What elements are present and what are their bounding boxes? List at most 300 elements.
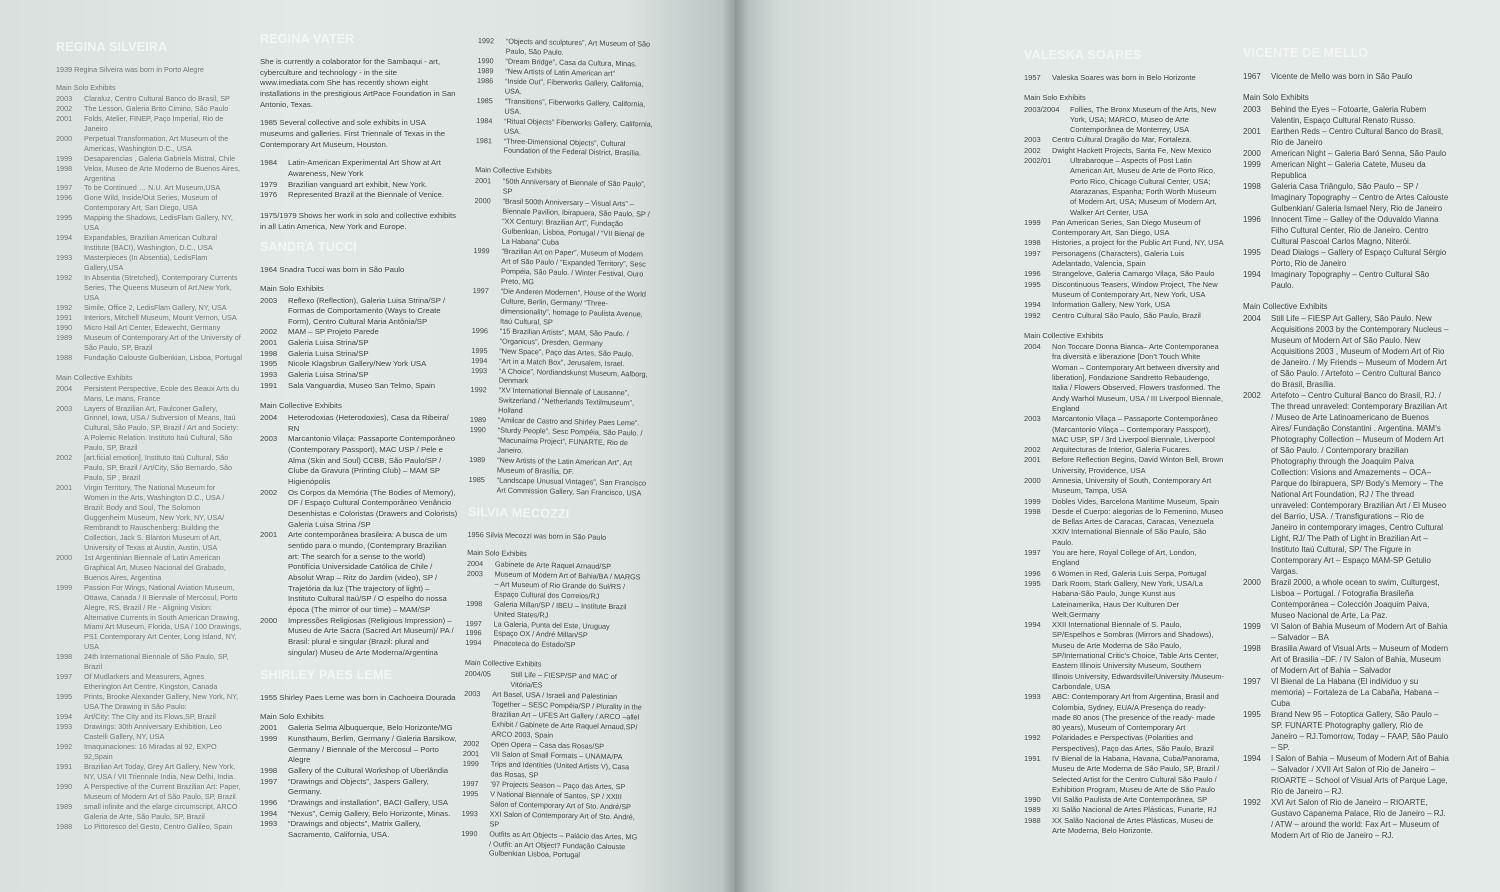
entry-year: 1957	[1024, 73, 1041, 82]
entry-year: 1997	[1024, 548, 1041, 558]
entry-year: 1998	[1024, 238, 1041, 248]
entry-text: “Amilcar de Castro and Shirley Paes Leme”.	[497, 415, 640, 428]
exhibit-entry	[56, 483, 242, 553]
entry-text: Before Reflection Begins, David Winton Bell, Brown University, Providence, USA	[1052, 455, 1224, 475]
exhibit-entry	[1024, 135, 1224, 145]
entry-text: Masterpieces (In Absentia), LedisFlam Gallery,USA	[84, 253, 208, 273]
entry-text: Ultrabaroque – Aspects of Post Latin American Art, Museu de Arte de Porto Rico, Porto Rico, Chicago Cultural Center, USA; Atarazanas, Espanha; Forth Worth Museum of Modern Art, USA; Museum of Modern Art, Walker Art Center, USA	[1070, 156, 1217, 217]
exhibit-entry	[56, 583, 242, 653]
exhibit-entry	[1024, 569, 1224, 579]
exhibit-entry	[461, 828, 640, 862]
exhibit-section	[465, 548, 645, 652]
entry-year: 1985	[476, 95, 493, 106]
exhibit-entry	[1243, 181, 1449, 214]
exhibit-entry	[1024, 342, 1224, 414]
entry-year: 2002	[463, 738, 480, 749]
exhibit-entry	[1243, 797, 1449, 841]
entry-text: Vicente de Mello was born in São Paulo	[1271, 72, 1413, 81]
entry-text: “Drawings and objects”, Matrix Gallery, Sacramento, California, USA.	[288, 819, 421, 840]
exhibit-entry	[56, 313, 242, 323]
exhibit-entry	[1243, 126, 1449, 148]
entry-text: Pinacoteca do Estado/SP	[493, 638, 576, 650]
entry-year: 1999	[1243, 160, 1261, 169]
entry-year: 1995	[1024, 578, 1041, 588]
entry-text: “Drawings and installation”, BACI Gallery, USA	[288, 798, 449, 808]
entry-text: A Perspective of the Current Brazilian Art: Paper, Museum of Modern Art of São Paulo, SP, Brazil	[84, 781, 241, 801]
exhibit-entry	[475, 136, 653, 160]
exhibit-entry	[56, 114, 242, 134]
entry-year: 2004	[466, 558, 484, 569]
entry-text: Marcantonio Vilaça – Passaporte Contemporâneo (Marcantonio Vilaça – Contemporary Passport), MAC USP, SP / 3rd Liverpool Biennale, Liverpool	[1052, 414, 1218, 444]
exhibit-entry	[56, 323, 242, 333]
entry-year: 1996	[471, 325, 489, 335]
exhibit-entry	[260, 488, 458, 531]
entry-year: 2003	[260, 434, 278, 444]
artist-name: REGINA SILVEIRA	[56, 40, 168, 54]
exhibit-section	[475, 36, 655, 159]
entry-text: Museum of Contemporary Art of the University of São Paulo, SP, Brazil	[84, 332, 241, 352]
artist-name: VALESKA SOARES	[1024, 48, 1142, 62]
entry-year: 1992	[56, 302, 73, 312]
entry-text: Marcantonio Vilaça: Passaporte Contemporâneo (Contemporary Passport), MAC USP / Pele e Alma (Skin and Soul) CCBB, São Paulo/SP / Clube da Gravura (Printing Club) – MAM SP Higienópolis	[288, 434, 456, 486]
exhibit-entry	[1024, 455, 1224, 476]
exhibit-entry	[1243, 104, 1449, 126]
entry-year: 1993	[470, 365, 488, 375]
entry-year: 2003	[464, 689, 481, 699]
entry-text: “Brasil 500th Anniversary – Visual Arts” – Biennale Pavilion, Ibirapuera, São Paulo, SP / “XX Century: Brazilian Art”, Fundação Gulbenkian, Lisboa, Portugal / “VII Bienal de La Habana” Cuba	[501, 196, 650, 247]
entry-text: “Inside Out”, Fiberworks Gallery, California, USA.	[504, 76, 644, 96]
entry-year: 1999	[1243, 622, 1261, 631]
exhibit-section	[56, 83, 242, 363]
entry-text: Simile, Office 2, LedisFlam Gallery, NY, USA	[84, 302, 227, 312]
paragraph: 1985 Several collective and sole exhibits in USA museums and galleries. First Triennale of Texas in the Contemporary Art Museum, Houston.	[260, 118, 446, 149]
entry-year: 1998	[56, 163, 73, 173]
entry-text: “New Space”, Paço das Artes, São Paulo.	[499, 346, 634, 358]
exhibit-entry	[260, 327, 458, 338]
entry-text: Espaço OX / André Millan/SP	[493, 628, 588, 640]
exhibit-entry	[1024, 311, 1224, 321]
entry-text: Brazilian Art Today, Grey Art Gallery, New York, NY, USA / VII Triennale India, New Delhi, India.	[84, 761, 236, 781]
entry-year: 1999	[1024, 217, 1041, 227]
exhibit-entry	[1243, 247, 1449, 269]
entry-text: Reflexo (Reflection), Galeria Luisa Strina/SP / Formas de Comportamento (Ways to Create Form), Centro Cultural Maria Antônia/SP	[288, 295, 446, 326]
entry-text: Gallery of the Cultural Workshop of Uberlândia	[288, 766, 449, 776]
entry-year: 1985	[468, 474, 485, 485]
entry-year: 1991	[260, 380, 278, 390]
exhibit-entry	[260, 381, 458, 392]
entry-text: Centro Cultural São Paulo, São Paulo, Brazil	[1052, 310, 1201, 320]
entry-text: Passion For Wings, National Aviation Museum, Ottawa, Canada / II Biennale of Mercosul, Porto Alegre, RS, Brazil / Re - Aligning Vision: Alternative Currents in South American Drawing, Miami Art Museum, Florida, USA / 100 Drawings, PS1 Contemporary Art Center, Long Island, NY, USA	[84, 582, 242, 652]
exhibit-entry	[469, 425, 648, 459]
entry-year: 2003	[56, 403, 73, 413]
entry-year: 1993	[260, 370, 278, 380]
entry-text: “Ritual Objects” Fiberworks Gallery, California, USA.	[503, 116, 653, 136]
entry-year: 1990	[56, 781, 73, 791]
exhibit-entry	[56, 134, 242, 154]
entry-year: 1992	[56, 741, 73, 751]
entry-year: 1994	[1024, 620, 1041, 630]
entry-text: “Objects and sculptures”, Art Museum of São Paulo, São Paulo.	[505, 36, 651, 57]
entry-year: 2004	[56, 383, 73, 393]
entry-text: Open Opera – Casa das Rosas/SP	[491, 739, 605, 751]
exhibit-entry	[56, 333, 242, 353]
entry-text: Desaparencias , Galeria Gabriela Mistral, Chile	[84, 153, 236, 163]
exhibit-entry	[56, 742, 242, 762]
exhibit-entry	[56, 672, 242, 692]
entry-year: 1988	[56, 352, 73, 362]
entry-text: Strangelove, Galeria Camargo Vilaça, São Paulo	[1052, 269, 1215, 279]
exhibit-entry	[260, 180, 458, 191]
entry-year: 1997	[462, 778, 479, 788]
entry-year: 1996	[1024, 269, 1041, 279]
exhibit-entry	[1024, 249, 1224, 270]
exhibit-entry	[1024, 146, 1224, 156]
entry-year: 2003	[56, 93, 73, 103]
entry-text: Galeria Selma Albuquerque, Belo Horizonte/MG	[288, 723, 453, 733]
entry-text: “Sturdy People”, Sesc Pompéia, São Paulo. / “Macunaíma Project”, FUNARTE, Rio de Janeiro.	[497, 425, 643, 456]
entry-text: Discontinuous Teasers, Window Project, The New Museum of Contemporary Art, New York, USA	[1052, 279, 1218, 299]
entry-text: [art.ficial emotion], Instituto Itaú Cultural, São Paulo, SP, Brazil / Art/City, São Bernardo, São Paulo, SP , Brazil	[84, 453, 233, 483]
entry-text: “Dream Bridge”, Casa da Cultura, Minas.	[505, 56, 637, 69]
entry-text: “Three-Dimensional Objects”, Cultural Foundation of the Federal District, Brasília.	[503, 136, 642, 158]
exhibit-entry	[260, 359, 458, 370]
entry-year: 1989	[477, 65, 494, 76]
entry-year: 1999	[56, 153, 73, 163]
entry-text: Personagens (Characters), Galeria Luis Adelantado, Valencia, Spain	[1052, 248, 1185, 269]
exhibit-entry	[56, 782, 242, 802]
exhibit-entry	[1024, 579, 1224, 620]
entry-text: Expandables, Brazilian American Cultural Institute (BACI), Washington, D.C., USA	[84, 233, 217, 253]
exhibit-section	[461, 658, 643, 862]
entry-year: 2001	[56, 483, 73, 493]
entry-text: Fundação Calouste Gulbenkian, Lisboa, Portugal	[84, 352, 242, 362]
entry-year: 2003	[1243, 105, 1261, 114]
entry-year: 1998	[260, 348, 278, 358]
entry-year: 1994	[1243, 270, 1261, 279]
entry-text: Brazil 2000, a whole ocean to swim, Culturgest, Lisboa – Portugal. / Fotografia Brasileña Contemporánea – Colección Joaquim Paiva, Museo Nacional de Arte, La Paz.	[1271, 578, 1440, 620]
entry-text: Arte contemporânea brasileira: A busca de um sentido para o mundo, (Contemprary Brazilian art: The search for a sense to the world) Pontifícia Universidade Católica de Chile / Absolut Wrap – Ritz do Jardim (video), SP / Trajetória da luz (The trajectory of light) – Instituto Cultural Itaú/SP / O espelho do nossa época (The mirror of our time) – MAM/SP	[288, 530, 447, 614]
exhibit-entry	[1024, 105, 1224, 136]
entry-text: American Night – Galeria Baró Senna, São Paulo	[1271, 149, 1447, 158]
entry-text: Amnesia, University of South, Contemporary Art Museum, Tampa, USA	[1052, 475, 1212, 496]
entry-year: 1992	[477, 36, 495, 46]
entry-text: Arquitecturas de Interior, Galeria Fucares.	[1052, 445, 1192, 455]
entry-text: La Galeria, Punta del Este, Uruguay	[493, 618, 610, 631]
entry-year: 1996	[1024, 568, 1041, 578]
entry-text: Trips and Identities (United Artists V), Casa das Rosas, SP	[490, 759, 630, 780]
entry-text: Layers of Brazilian Art, Faulconer Gallery, Grinnel, Iowa, USA / Subversion of Means, Itaú Cultural, São Paulo, SP, Brazil / Art and Society: A Polemic Relation. Instituto Itaú Cultural, São Paulo, SP, Brazil	[84, 403, 239, 453]
entry-text: Os Corpos da Memória (The Bodies of Memory), DF / Espaço Cultural Contemporâneo Venâncio Desenhistas e Coloristas (Drawers and Colorists) Galeria Luisa Strina /SP	[288, 487, 458, 529]
entry-text: Velox, Museo de Arte Moderno de Buenos Aires, Argentina	[84, 163, 240, 183]
entry-text: Earthen Reds – Centro Cultural Banco do Brasil, Rio de Janeiro	[1271, 127, 1444, 147]
section-heading: Main Solo Exhibits	[467, 547, 527, 558]
entry-text: Sala Vanguardia, Museo San Telmo, Spain	[288, 380, 436, 390]
exhibit-entry	[470, 385, 649, 419]
exhibit-section	[56, 373, 242, 832]
exhibit-entry	[1024, 816, 1224, 837]
section-heading: Main Collective Exhibits	[1024, 330, 1104, 340]
entry-year: 1995	[1024, 279, 1041, 289]
entry-text: Dwight Hackett Projects, Santa Fe, New Mexico	[1052, 145, 1212, 155]
exhibit-entry	[260, 338, 458, 349]
entry-text: Non Toccare Donna Bianca– Arte Contemporanea fra diversità e liberazione [Don’t Touch White Woman – Contemporary Art between diversity and liberation], Fondazione Sandretto Rebaudengo, Italia / Flowers Observed, Flowers trasformed. The Andy Warhol Museum, USA / III Liverpool Biennale, England	[1052, 342, 1224, 413]
exhibit-entry	[1243, 214, 1449, 247]
entry-text: Dobles Vides, Barcelona Maritime Museum, Spain	[1052, 496, 1220, 506]
exhibit-entry	[1243, 159, 1449, 181]
entry-text: Dark Room, Stark Gallery, New York, USA/La Habana-São Paulo, Junge Kunst aus Lateinamerika, Haus Der Kulturen Der Welt,Germany	[1052, 578, 1203, 619]
exhibit-section	[1024, 93, 1224, 321]
entry-text: small infinite and the elarge circumscript, ARCO Galeria de Arte, São Paulo, SP, Brazil	[84, 801, 238, 821]
entry-year: 1998	[1243, 182, 1261, 191]
exhibit-entry	[260, 819, 458, 840]
entry-year: 1991	[56, 761, 73, 771]
entry-year: 1992	[56, 273, 73, 283]
entry-text: Museum of Modern Art of Bahia/BA / MARGS – Art Museum of Rio Grande do Sul/RS / Espaço Cultural dos Correios/RJ	[494, 569, 641, 601]
entry-text: Heterodoxias (Heterodoxies), Casa da Ribeira/ RN	[288, 413, 449, 433]
entry-year: 1994	[465, 638, 482, 648]
section-heading: Main Collective Exhibits	[56, 372, 133, 382]
entry-year: 1995	[56, 692, 73, 702]
entry-text: ‘97 Projects Season – Paço das Artes, SP	[490, 779, 626, 792]
exhibit-entry	[1024, 507, 1224, 548]
entry-year: 2000	[260, 615, 278, 625]
entry-year: 1994	[1243, 754, 1261, 763]
exhibit-entry	[56, 802, 242, 822]
entry-year: 1997	[56, 183, 73, 193]
exhibit-entry	[1243, 621, 1449, 643]
exhibit-entry	[466, 569, 645, 603]
exhibit-entry	[1024, 414, 1224, 445]
entry-year: 1997	[465, 618, 482, 628]
entry-year: 2000	[1024, 475, 1041, 485]
entry-year: 1991	[56, 312, 73, 322]
exhibit-entry	[1243, 269, 1449, 291]
entry-year: 2003	[260, 295, 278, 305]
entry-text: IV Bienal de la Habana, Havana, Cuba/Panorama, Museu de Arte Moderna de São Paulo, SP, Brazil / Selected Artist for the Centro Cultural São Paulo / Exhibition Program, Museu de Arte de São Paulo	[1052, 754, 1220, 794]
entry-year: 2001	[260, 723, 278, 733]
entry-text: Perpetual Transformation, Art Museum of the Americas, Washington D.C., USA	[84, 133, 229, 153]
entry-text: Still Life – FIESP Art Gallery, São Paulo. New Acquisitions 2003 by the Contemporary Nucleus – Museum of Modern Art of São Paulo. New Acquisitions 2003 , Museum of Modern Art of Rio de Janeiro. / My Friends – Museum of Modern Art of São Paulo. / Artefoto – Centro Cultural Banco do Brasil, Brasília.	[1271, 314, 1449, 389]
artist-name: SANDRA TUCCI	[260, 240, 358, 255]
artist-name: SILVIA MECOZZI	[467, 504, 570, 521]
entry-text: Lo Pittoresco del Gesto, Centro Galileo, Spain	[84, 821, 233, 831]
entry-year: 2002	[260, 327, 278, 337]
entry-text: Imaquinaciones: 16 Miradas al 92, EXPO 92,Spain	[84, 741, 217, 761]
entry-year: 1993	[56, 722, 73, 731]
book-gutter	[722, 0, 748, 892]
entry-text: The Lesson, Galeria Brito Cimino, São Paulo	[84, 103, 229, 113]
entry-year: 1999	[1024, 496, 1041, 506]
entry-year: 1993	[260, 819, 278, 829]
entry-text: In Absentia (Stretched), Contemporary Currents Series, The Queens Museum of Art,New York, USA	[84, 273, 238, 302]
entry-year: 1989	[469, 415, 487, 425]
paragraph: 1939 Regina Silveira was born in Porto Alegre	[56, 65, 204, 74]
entry-text: “Nexus”, Cemig Gallery, Belo Horizonte, Minas.	[288, 808, 451, 818]
entry-year: 1997	[472, 285, 489, 296]
entry-year: 2003/2004	[1024, 104, 1060, 114]
entry-year: 1994	[260, 808, 278, 818]
entry-text: Drawings: 30th Anniversary Exhibition, Leo Castelli Gallery, NY, USA	[84, 722, 222, 741]
entry-year: 1984	[476, 115, 493, 125]
exhibit-entry	[1024, 805, 1224, 815]
entry-text: Claraluz, Centro Cultural Banco do Brasil, SP	[84, 93, 230, 103]
entry-text: ABC: Contemporary Art from Argentina, Brasil and Colombia, Sydney, EUA/A Presença do ready-made 80 anos (The presence of the ready- made 80 years), Museum of Contemporary Art	[1052, 692, 1219, 733]
entry-year: 1990	[461, 828, 478, 838]
exhibit-entry	[1024, 795, 1224, 805]
section-heading: Main Collective Exhibits	[475, 165, 552, 177]
entry-year: 1996	[260, 798, 278, 808]
entry-year: 1995	[471, 345, 488, 355]
column-regina-silveira	[56, 40, 242, 841]
exhibit-entry	[1024, 497, 1224, 507]
entry-text: “Die Anderen Modernen”, House of the World Culture, Berlin, Germany/ “Three-dimensionality”, homage to Paulista Avenue, Itaú Cultural, SP	[499, 286, 647, 327]
entry-text: 24th International Biennale of São Paulo, SP, Brazil	[84, 652, 229, 672]
exhibit-entry	[260, 296, 458, 328]
entry-year: 1995	[1243, 248, 1261, 257]
entry-text: Art/City: The City and its Flows,SP, Brazil	[84, 712, 216, 722]
entry-year: 2004	[1024, 342, 1041, 352]
entry-text: Impressões Religiosas (Religious Impression) – Museu de Arte Sacra (Sacred Art Museum)/ PA / Brasil: plural e singular (Brazil: plural and singular) Museu de Arte Moderna/Argentina	[288, 615, 454, 657]
paragraph: 1956 Silvia Mecozzi was born in São Paulo	[467, 529, 607, 542]
exhibit-entry	[474, 196, 653, 249]
exhibit-entry	[463, 689, 642, 742]
exhibit-entry	[56, 553, 242, 583]
entry-year: 1976	[260, 190, 278, 200]
entry-text: XX Salão Nacional de Artes Plásticas, Museu de Arte Moderna, Belo Horizonte.	[1052, 815, 1214, 836]
entry-text: VI Bienal de La Habana (El individuo y su memoria) – Fortaleza de La Cabaña, Habana – Cuba	[1271, 677, 1439, 708]
exhibit-entry	[260, 434, 458, 487]
entry-text: Nicole Klagsbrun Gallery/New York USA	[288, 359, 427, 369]
entry-text: Desde el Cuerpo: alegorias de lo Femenino, Museo de Bellas Artes de Caracas, Caracas, Venezuela XXIV International Biennale of São Paulo, São Paulo.	[1052, 506, 1224, 547]
entry-year: 1988	[1024, 815, 1041, 825]
exhibit-entry	[260, 158, 458, 179]
column-valeska-soares	[1024, 48, 1224, 846]
exhibit-entry	[260, 734, 458, 766]
column-regina-vater	[260, 32, 458, 851]
section-heading: Main Solo Exhibits	[56, 82, 116, 92]
entry-text: Galeria Luisa Strina/SP	[288, 370, 369, 380]
entry-text: Pan American Series, San Diego Museum of Contemporary Art, San Diego, USA	[1052, 217, 1201, 238]
artist-name: SHIRLEY PAES LEME	[260, 668, 393, 683]
entry-year: 1993	[1024, 692, 1041, 702]
entry-text: Galeria Luisa Strina/SP	[288, 348, 369, 358]
entry-year: 1989	[469, 454, 486, 465]
entry-text: Virgin Territory, The National Museum for Women in the Arts, Washington D.C., USA / Brazil: Body and Soul, The Solomon Guggenheim Museum, New York, NY, USA/ Rembrandt to Rauschenberg: Building the Collection, Jack S. Blanton Museum of Art, University of Texas at Austin, Austin, USA	[84, 483, 225, 552]
entry-text: Latin-American Experimental Art Show at Art Awareness, New York	[288, 158, 441, 178]
exhibit-entry	[56, 692, 242, 712]
entry-text: To be Continued … N.U. Art Museum,USA	[84, 183, 221, 193]
section-heading: Main Solo Exhibits	[260, 283, 324, 293]
exhibit-entry	[260, 190, 458, 201]
exhibit-entry	[56, 213, 242, 233]
exhibit-entry	[56, 94, 242, 104]
entry-text: Brazilian vanguard art exhibit, New York.	[288, 179, 428, 189]
paragraph: 1964 Snadra Tucci was born in São Paulo	[260, 265, 405, 275]
entry-year: 1986	[476, 75, 494, 86]
entry-year: 1989	[56, 332, 73, 342]
entry-text: Still Life – FIESP/SP and MAC of Vitória/ES	[510, 670, 617, 690]
exhibit-entry	[1024, 445, 1224, 455]
section-heading: Main Solo Exhibits	[260, 711, 324, 721]
exhibit-entry	[56, 762, 242, 782]
entry-text: Galeria Millan/SP / IBEU – Institute Brazil United States/RJ	[493, 599, 627, 620]
section-heading: Main Collective Exhibits	[260, 401, 342, 411]
entry-year: 1992	[470, 385, 487, 395]
entry-year: 1995	[1243, 710, 1261, 719]
entry-text: Artefoto – Centro Cultural Banco do Brasil, RJ. / The thread unraveled: Contemporary Brazilian Art / Museo de Arte Latinoamericano de Buenos Aires/ Fundação Constantini . Argentina. MAM’s Photography Collection – Museum of Modern Art of São Paulo. / Contemporary brazilian Photography through the Joaquim Paiva Collection: Visions and Amazements – OCA– Parque do Ibirapuera, SP/ Body’s Memory – The National Art Foundation, RJ / The thread unraveled: Contemporary Brazilian Art / El Museo del Barrio, USA. / Transfigurations – Rio de Janeiro in contemporary images, Centro Cultural Light, RJ/ The Path of Light in Brazilian Art – Instituto Itaú Cultural, SP/ The Figure in Contemporary Art – Espaço MAM-SP Getulio Vargas.	[1271, 391, 1448, 576]
entry-text: Outfits as Art Objects – Palácio das Artes, MG / Outfit: an Art Object? Fundação Calouste Gulbenkian Lisboa, Portugal	[488, 828, 638, 860]
entry-text: Folds, Atelier, FINEP, Paço Imperial, Rio de Janeiro	[84, 113, 224, 133]
entry-year: 2000	[474, 196, 491, 206]
entry-text: V National Biennale of Santos, SP / XXIII Salon of Contemporary Art of Sto. André/SP	[489, 789, 632, 812]
exhibit-entry	[1024, 733, 1224, 754]
entry-year: 2001	[474, 176, 492, 186]
entry-year: 1999	[462, 758, 479, 769]
entry-text: “New Artists of Latin American art”	[505, 66, 615, 78]
exhibit-section	[1024, 331, 1224, 837]
entry-text: Information Gallery, New York, USA	[1052, 300, 1171, 310]
entry-text: 6 Women in Red, Galeria Luis Serpa, Portugal	[1052, 568, 1207, 578]
section-heading: Main Solo Exhibits	[1024, 93, 1086, 103]
entry-year: 1998	[56, 652, 73, 662]
entry-text: Mapping the Shadows, LedisFlam Gallery, NY, USA	[84, 213, 233, 233]
exhibit-entry	[56, 183, 242, 193]
entry-year: 1990	[56, 322, 73, 332]
entry-year: 1992	[1024, 310, 1041, 320]
exhibit-entry	[56, 193, 242, 213]
entry-text: Kunsthaum, Berlim, Germany / Galeria Barsikow, Germany / Biennale of the Mercosul – Porto Alegre	[288, 734, 457, 765]
exhibit-entry	[1243, 709, 1449, 753]
entry-text: 1st Argentinian Biennale of Latin American Graphical Art, Museo Nacional del Grabado, Buenos Aires, Argentina	[84, 552, 226, 582]
entry-text: XXI Salon of Contemporary Art of Sto. André, SP	[489, 809, 635, 829]
exhibit-entry	[1243, 390, 1449, 577]
exhibit-section	[468, 165, 653, 498]
exhibit-entry	[1243, 753, 1449, 797]
exhibit-entry	[260, 798, 458, 809]
exhibit-entry	[1024, 156, 1224, 218]
section-heading: Main Collective Exhibits	[464, 658, 542, 669]
exhibit-entry	[56, 233, 242, 253]
entry-year: 1994	[56, 712, 73, 722]
exhibit-entry	[260, 616, 458, 659]
exhibit-entry	[1024, 73, 1224, 83]
entry-year: 1998	[466, 598, 483, 608]
exhibit-entry	[260, 413, 458, 434]
entry-year: 1998	[1243, 644, 1261, 653]
entry-year: 1995	[260, 359, 278, 369]
entry-text: Polaridades e Perspectivas (Polarities and Perspectives), Paço das Artes, São Paulo, Brazil	[1052, 733, 1214, 753]
exhibit-entry	[56, 164, 242, 184]
exhibit-entry	[468, 475, 646, 499]
entry-text: “Drawings and Objects”, Jaspers Gallery, Germany.	[288, 776, 429, 797]
entry-text: Brasilia Award of Visual Arts – Museum of Modern Art of Brasilia –DF. / IV Salon of Bahia, Museum of Modern Art of Bahia – Salvador	[1271, 644, 1449, 675]
entry-text: You are here, Royal College of Art, London, England	[1052, 548, 1197, 568]
entry-text: VII Salão Paulista de Arte Contemporânea, SP	[1052, 795, 1208, 805]
entry-text: Histories, a project for the Public Art Fund, NY, USA	[1052, 238, 1224, 248]
entry-year: 2000	[56, 552, 73, 562]
entry-year: 1981	[475, 135, 493, 145]
entry-text: I Salon of Bahia – Museum of Modern Art of Bahia – Salvador / XVII Art Salon of Rio de Janeiro – RIOARTE – School of Visual Arts of Parque Lage, Rio de Janeiro – RJ.	[1271, 754, 1449, 796]
exhibit-entry	[1024, 218, 1224, 239]
entry-year: 1997	[56, 672, 73, 682]
entry-year: 1995	[462, 788, 479, 798]
entry-text: “XV International Biennale of Lausanne”, Switzerland / “Netherlands Textilmuseum”, Holland	[498, 385, 635, 416]
entry-year: 1990	[469, 425, 486, 435]
paragraph: 1955 Shirley Paes Leme was born in Cachoeira Dourada	[260, 693, 456, 703]
entry-text: XXII International Biennale of S. Paulo, SP/Espelhos e Sombras (Mirrors and Shadows), Museu de Arte Moderna de São Paulo, SP/International Critic’s Choice, Table Arts Center, Eastern Illinois University Museum, Southern Illinois University, Edwardsville/University /Museum-Carbondale, USA	[1052, 620, 1224, 691]
entry-year: 1999	[473, 246, 490, 256]
artist-name: REGINA VATER	[260, 32, 355, 46]
